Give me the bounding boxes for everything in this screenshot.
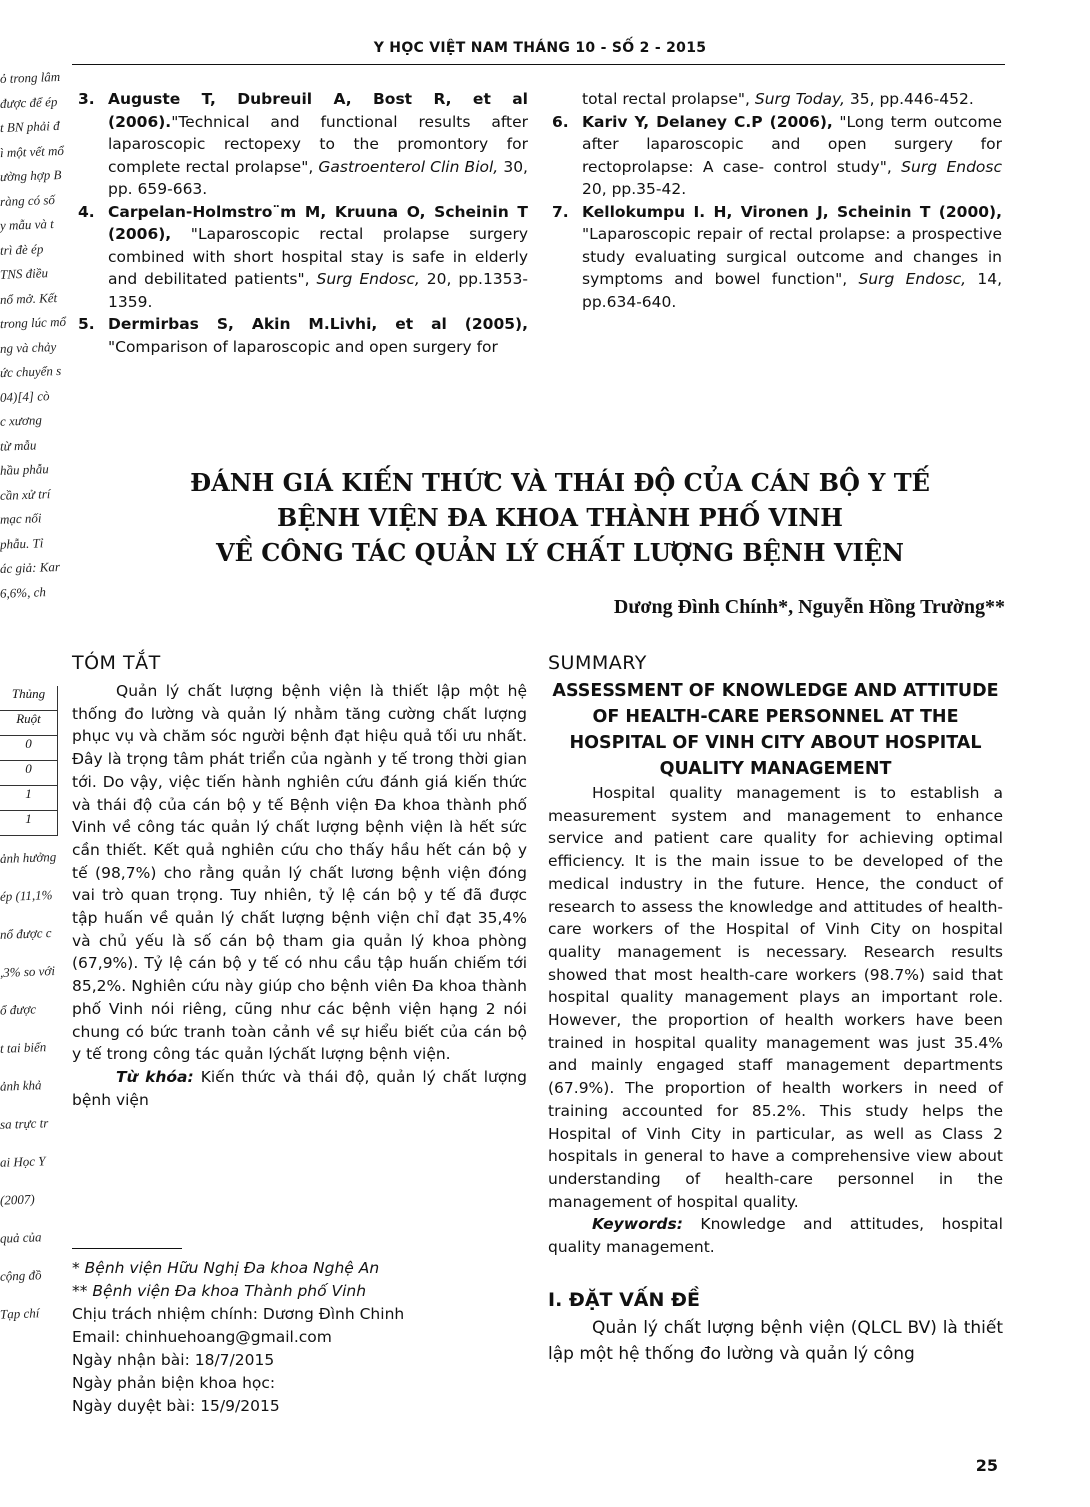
title-line-1: ĐÁNH GIÁ KIẾN THỨC VÀ THÁI ĐỘ CỦA CÁN BỘ Y TẾ bbox=[190, 468, 930, 497]
bleed-text-line: ràng có số bbox=[0, 191, 56, 209]
bleed-text-line: t BN phải đ bbox=[0, 117, 60, 136]
bleed-text-line: ng và chảy bbox=[0, 338, 57, 356]
bleed-text-line: ép (11,1% bbox=[0, 887, 53, 904]
reference-authors: Kellokumpu I. H, Vironen J, Scheinin T (2000), bbox=[582, 202, 1002, 221]
date-reviewed: Ngày phản biện khoa học: bbox=[72, 1374, 276, 1392]
bleed-text-line: cần xử trí bbox=[0, 485, 51, 503]
reference-journal: Surg Endosc bbox=[901, 157, 1002, 176]
reference-authors: Carpelan-Holmstro¨m M, Kruuna O, Scheinin T (2006), bbox=[108, 202, 528, 243]
bleed-text-line: ỏ trong lâm bbox=[0, 68, 61, 87]
bleed-text-line: được để ép bbox=[0, 93, 58, 111]
footnotes bbox=[72, 1248, 527, 1418]
bleed-text-line: t tai biến bbox=[0, 1039, 47, 1056]
references-left-column bbox=[78, 88, 528, 358]
running-header: Y HỌC VIỆT NAM THÁNG 10 - SỐ 2 - 2015 bbox=[373, 40, 707, 56]
bleed-text-line: sa trực tr bbox=[0, 1115, 49, 1132]
bleed-text-line: nổ mở. Kết bbox=[0, 289, 58, 307]
title-line-3: VỀ CÔNG TÁC QUẢN LÝ CHẤT LƯỢNG BỆNH VIỆN bbox=[215, 538, 904, 567]
bleed-text-line: ì một vết mổ bbox=[0, 142, 65, 160]
affiliation-2: ** Bệnh viện Đa khoa Thành phố Vinh bbox=[72, 1282, 367, 1300]
keywords-label: Từ khóa: bbox=[116, 1067, 194, 1086]
date-approved: Ngày duyệt bài: 15/9/2015 bbox=[72, 1397, 280, 1415]
bleed-table-cell: 0 bbox=[0, 736, 58, 761]
article-authors: Dương Đình Chính*, Nguyễn Hồng Trường** bbox=[613, 596, 1005, 618]
bleed-table-cell: 0 bbox=[0, 761, 58, 786]
bleed-text-line: phẫu. Tỉ bbox=[0, 534, 44, 552]
bleed-text-line: hầu phẫu bbox=[0, 461, 49, 478]
affiliation-1: * Bệnh viện Hữu Nghị Đa khoa Nghệ An bbox=[72, 1259, 380, 1277]
bleed-text-line: trong lúc mổ bbox=[0, 313, 67, 332]
bleed-text-line: từ mẫu bbox=[0, 436, 37, 454]
bleed-text-line: ai Học Y bbox=[0, 1153, 46, 1170]
bleed-table-cell: Thủng bbox=[0, 686, 58, 711]
page-number: 25 bbox=[975, 1456, 998, 1475]
reference-number: 4. bbox=[78, 202, 95, 221]
summary-keywords-text: Knowledge and attitudes, hospital quality management. bbox=[548, 1215, 1003, 1257]
bleed-table-cell: 1 bbox=[0, 786, 58, 811]
reference-body bbox=[552, 88, 1002, 111]
summary-body: Hospital quality management is to establish a measurement system and management to enhance service and patient care quality for achieving optimal efficiency. It is the main issue to be developed of the medical industry in the future. Hence, the conduct of research to assess the knowledge and attitudes of health-care workers of the Hospital of Vinh City on hospital quality management is necessary. Research results showed that most health-care workers (98.7%) said that hospital quality management plays an important role. However, the proportion of health workers have been trained in hospital quality management was just 35.4% and mainly engaged staff management departments (67.9%). The proportion of health workers in need of training accounted for 85.2%. This study helps the Hospital of Vinh City in particular, as well as Class 2 hospitals in general to have a comprehensive view about understanding of health-care personnel in the management of hospital quality. bbox=[548, 784, 1003, 1211]
reference-tail: 20, pp.1353-1359. bbox=[108, 270, 528, 311]
summary-keywords-label: Keywords: bbox=[592, 1215, 683, 1234]
keywords-text: Kiến thức và thái độ, quản lý chất lượng bệnh viện bbox=[72, 1067, 527, 1109]
reference-tail: 20, pp.35-42. bbox=[582, 180, 687, 198]
reference-body bbox=[582, 201, 1002, 314]
bleed-text-line: ác giả: Kar bbox=[0, 558, 61, 577]
responsible-author: Chịu trách nhiệm chính: Dương Đình Chinh bbox=[72, 1305, 405, 1323]
margin-bleed-through bbox=[0, 0, 70, 1507]
reference-number: 5. bbox=[78, 315, 95, 333]
reference-text: "Laparoscopic repair of rectal prolapse: a prospective study evaluating surgical outcome and changes in symptoms and bowel function", bbox=[582, 225, 1002, 288]
section-body: Quản lý chất lượng bệnh viện (QLCL BV) là thiết lập một hệ thống đo lường và quản lý công bbox=[548, 1317, 1003, 1364]
bleed-text-line: ức chuyển s bbox=[0, 362, 62, 381]
bleed-text-line: cộng đồ bbox=[0, 1267, 42, 1284]
header-rule bbox=[72, 64, 1005, 65]
contact-email: Email: chinhuehoang@gmail.com bbox=[72, 1328, 332, 1346]
reference-body bbox=[108, 201, 528, 314]
reference-number: 6. bbox=[552, 112, 569, 131]
bleed-text-line: (2007) bbox=[0, 1191, 35, 1208]
bleed-text-line: mạc nối bbox=[0, 510, 42, 527]
reference-body bbox=[582, 111, 1002, 201]
bleed-text-line: trì đè ép bbox=[0, 240, 44, 258]
bleed-table-cell: 1 bbox=[0, 811, 58, 836]
bleed-text-line: ổ được bbox=[0, 1001, 37, 1018]
reference-authors: Auguste T, Dubreuil A, Bost R, et al (2006). bbox=[108, 90, 528, 131]
abstract-text: Quản lý chất lượng bệnh viện là thiết lập một hệ thống đo lường và quản lý nhằm tăng cường chất lượng phục vụ và chăm sóc người bệnh đạt hiệu quả tối ưu nhất. Đây là trọng tâm phát triển của ngành y tế trong thời gian tới. Do vậy, việc tiến hành nghiên cứu đánh giá kiến thức và thái độ của cán bộ y tế Bệnh viện Đa khoa thành phố Vinh về công tác quản lý chất lượng bệnh viện là hết sức cần thiết. Kết quả nghiên cứu cho thấy hầu hết cán bộ y tế (98,7%) cho rằng quản lý chất lương bệnh viện đóng vai trò quan trọng. Tuy nhiên, tỷ lệ cán bộ y tế đã được tập huấn về quản lý chất lượng bệnh viện chỉ đạt 35,4% và chủ yếu là số cán bộ tham gia quản lý khoa phòng (67,9%). Tỷ lệ cán bộ y tế có nhu cầu tập huấn chiếm tới 85,2%. Nghiên cứu này giúp cho bệnh viên Đa khoa thành phố Vinh nói riêng, cũng như các bệnh viện hạng 2 nói chung có bức tranh toàn cảnh về sự hiểu biết của cán bộ y tế trong công tác quản lýchất lượng bệnh viện. bbox=[72, 682, 527, 1064]
reference-text: "Long term outcome after laparoscopic and open surgery for rectoprolapse: A case- control study", bbox=[582, 112, 1002, 176]
reference-item bbox=[552, 111, 1002, 201]
article-title bbox=[130, 465, 990, 570]
section-heading: I. ĐẶT VẤN ĐỀ bbox=[548, 1288, 700, 1311]
bleed-text-line: ảnh khả bbox=[0, 1077, 42, 1094]
reference-journal: Surg Endosc, bbox=[858, 270, 967, 288]
reference-body bbox=[108, 88, 528, 201]
bleed-text-line: TNS điều bbox=[0, 265, 49, 282]
title-line-2: BỆNH VIỆN ĐA KHOA THÀNH PHỐ VINH bbox=[277, 503, 843, 532]
bleed-text-line: ảnh hưởng bbox=[0, 849, 57, 866]
summary-title: ASSESSMENT OF KNOWLEDGE AND ATTITUDE OF HEALTH-CARE PERSONNEL AT THE HOSPITAL OF VINH CITY ABOUT HOSPITAL QUALITY MANAGEMENT bbox=[552, 681, 999, 779]
reference-item bbox=[78, 88, 528, 201]
abstract-vietnamese bbox=[72, 652, 527, 1111]
reference-item bbox=[552, 88, 1002, 111]
bleed-table-cell: Ruột bbox=[0, 711, 58, 736]
bleed-text-line: quả của bbox=[0, 1229, 42, 1246]
abstract-heading: TÓM TẮT bbox=[72, 652, 161, 674]
bleed-table bbox=[0, 686, 58, 836]
bleed-text-line: ường hợp B bbox=[0, 166, 62, 185]
reference-journal: Gastroenterol Clin Biol, bbox=[318, 157, 499, 176]
abstract-keywords bbox=[72, 1066, 527, 1111]
reference-text: total rectal prolapse", bbox=[582, 90, 755, 108]
bleed-text-line: 04)[4] cò bbox=[0, 387, 50, 405]
reference-text: "Laparoscopic rectal prolapse surgery combined with short hospital stay is safe in elderly and debilitated patients", bbox=[108, 225, 528, 288]
reference-tail: 35, pp.446-452. bbox=[844, 90, 974, 108]
reference-item bbox=[78, 313, 528, 358]
summary-english bbox=[548, 652, 1003, 1367]
reference-body bbox=[108, 313, 528, 358]
reference-tail: 30, pp. 659-663. bbox=[108, 157, 528, 198]
bleed-text-line: Tạp chí bbox=[0, 1305, 40, 1322]
reference-authors: Kariv Y, Delaney C.P (2006), bbox=[582, 112, 833, 131]
references-right-column bbox=[552, 88, 1002, 313]
reference-tail: 14, pp.634-640. bbox=[582, 270, 1002, 311]
reference-number: 7. bbox=[552, 202, 569, 221]
reference-item bbox=[78, 201, 528, 314]
date-received: Ngày nhận bài: 18/7/2015 bbox=[72, 1351, 275, 1369]
reference-text: "Technical and functional results after laparoscopic rectopexy to the promontory for complete rectal prolapse", bbox=[108, 112, 528, 176]
bleed-text-line: 6,6%, ch bbox=[0, 583, 47, 601]
bleed-text-line: ,3% so với bbox=[0, 963, 56, 980]
reference-number: 3. bbox=[78, 90, 95, 108]
reference-text: "Comparison of laparoscopic and open surgery for bbox=[108, 337, 498, 356]
summary-heading: SUMMARY bbox=[548, 652, 647, 674]
footnote-rule bbox=[72, 1248, 182, 1249]
abstract-body bbox=[72, 680, 527, 1066]
summary-keywords bbox=[548, 1213, 1003, 1258]
reference-item bbox=[552, 201, 1002, 314]
reference-journal: Surg Today, bbox=[754, 90, 845, 108]
reference-journal: Surg Endosc, bbox=[316, 270, 420, 288]
bleed-text-line: nổ được c bbox=[0, 925, 52, 942]
bleed-text-line: c xương bbox=[0, 412, 43, 429]
bleed-text-line: y mẫu và t bbox=[0, 216, 55, 233]
reference-authors: Dermirbas S, Akin M.Livhi, et al (2005), bbox=[108, 315, 528, 333]
